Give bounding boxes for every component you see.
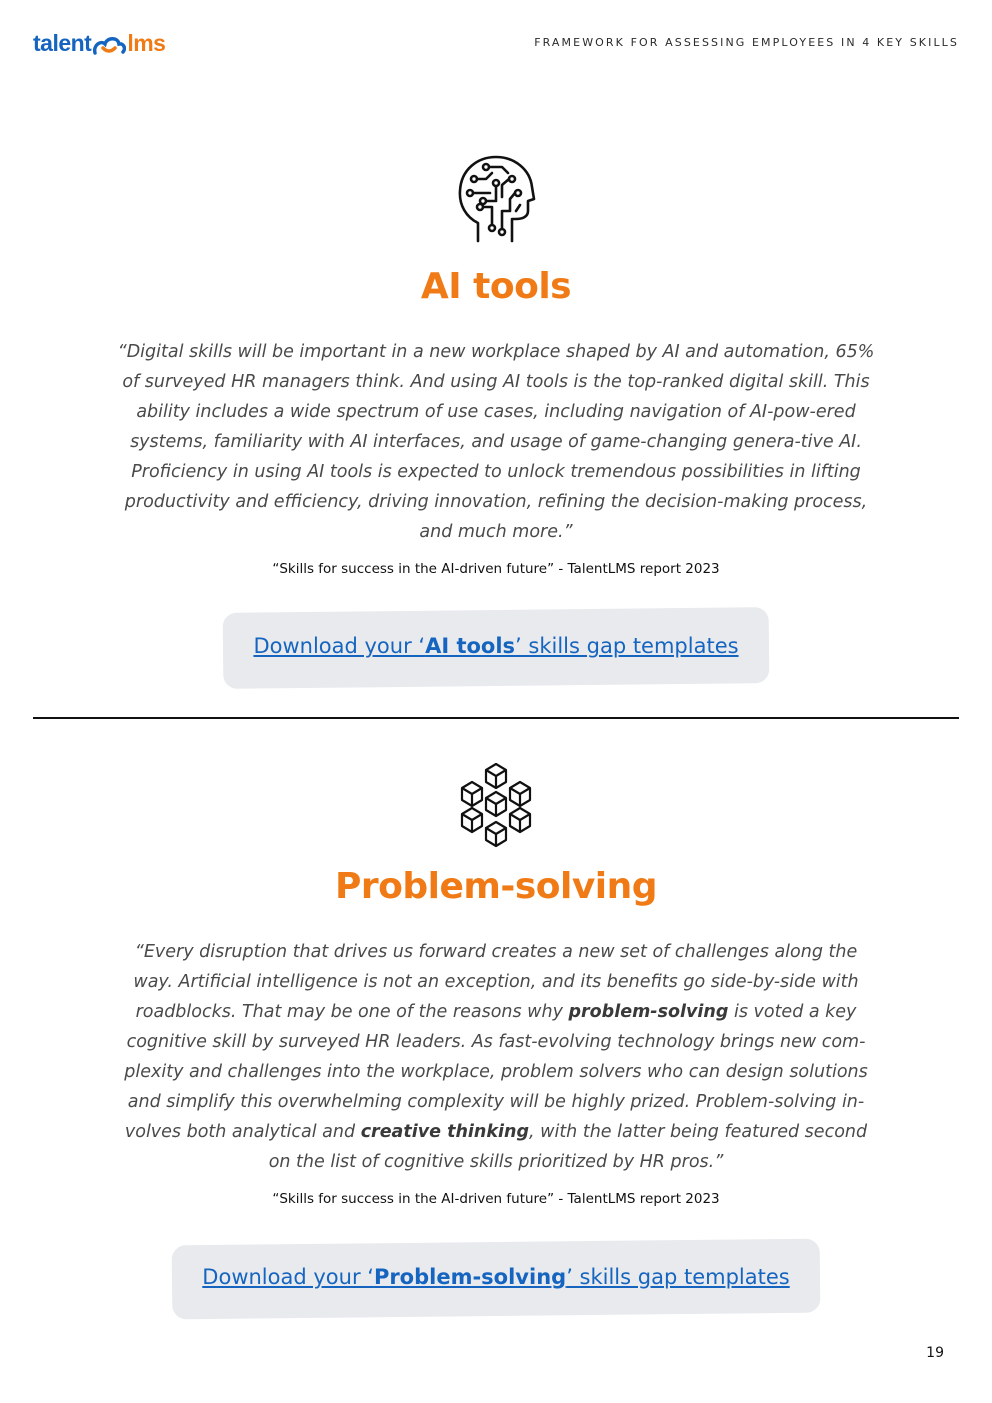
cta-prefix: Download your ‘	[253, 634, 426, 658]
cta-suffix: ’ skills gap templates	[566, 1265, 790, 1289]
ai-tools-quote: “Digital skills will be important in a new workplace shaped by AI and automation, 65% of surveyed HR managers think. And using AI tools is the top-ranked digital skill. This ability includes a wide spectrum of use cases, including navigation of AI-pow-ered systems, familiarity with AI interfaces, and usage of game-changing genera-tive AI. Proficiency in using AI tools is expected to unlock tremendous possibilities in lifting productivity and efficiency, driving innovation, refining the decision-making process, and much more.”	[117, 342, 875, 542]
quote-part-3: , with the latter being featured second on the list of cognitive skills prioritized by HR pros.”	[268, 1122, 868, 1172]
download-ai-tools-templates-link[interactable]	[0, 634, 992, 658]
cubes-network-icon	[458, 760, 534, 850]
talentlms-logo	[33, 30, 165, 57]
logo-talent-text: talent	[33, 30, 92, 56]
logo-lms-text: lms	[127, 30, 166, 56]
problem-solving-quote	[116, 937, 876, 1177]
section-divider	[33, 717, 959, 719]
section-title-problem-solving: Problem-solving	[334, 866, 658, 907]
logo-cloud-icon	[92, 35, 126, 55]
problem-solving-source: “Skills for success in the AI-driven future” - TalentLMS report 2023	[272, 1191, 720, 1207]
page-number: 19	[926, 1345, 944, 1361]
cta-suffix: ’ skills gap templates	[515, 634, 739, 658]
document-header-title: FRAMEWORK FOR ASSESSING EMPLOYEES IN 4 KEY SKILLS	[534, 36, 959, 49]
cta-bold: Problem-solving	[373, 1265, 567, 1289]
cta-prefix: Download your ‘	[202, 1265, 374, 1289]
cta-bold: AI tools	[425, 634, 516, 658]
quote-bold-problem-solving: problem-solving	[568, 1002, 729, 1022]
download-problem-solving-templates-link[interactable]	[0, 1265, 992, 1289]
section-title-ai-tools: AI tools	[420, 266, 572, 307]
quote-bold-creative-thinking: creative thinking	[360, 1122, 530, 1142]
ai-circuit-head-icon	[456, 153, 536, 245]
quote-part-1: “Every disruption that drives us forward creates a new set of challenges along the way. Artificial intelligence is not an exception, and its benefits go side-by-side with roadblocks. That may be one of the reasons why	[133, 942, 859, 1022]
ai-tools-source: “Skills for success in the AI-driven future” - TalentLMS report 2023	[272, 561, 720, 577]
quote-part-2: is voted a key cognitive skill by surveyed HR leaders. As fast-evolving technology brings new com-plexity and challenges into the workplace, problem solvers who can design solutions and simplify this overwhelming complexity will be highly prized. Problem-solving in-volves both analytical and	[124, 1002, 868, 1142]
